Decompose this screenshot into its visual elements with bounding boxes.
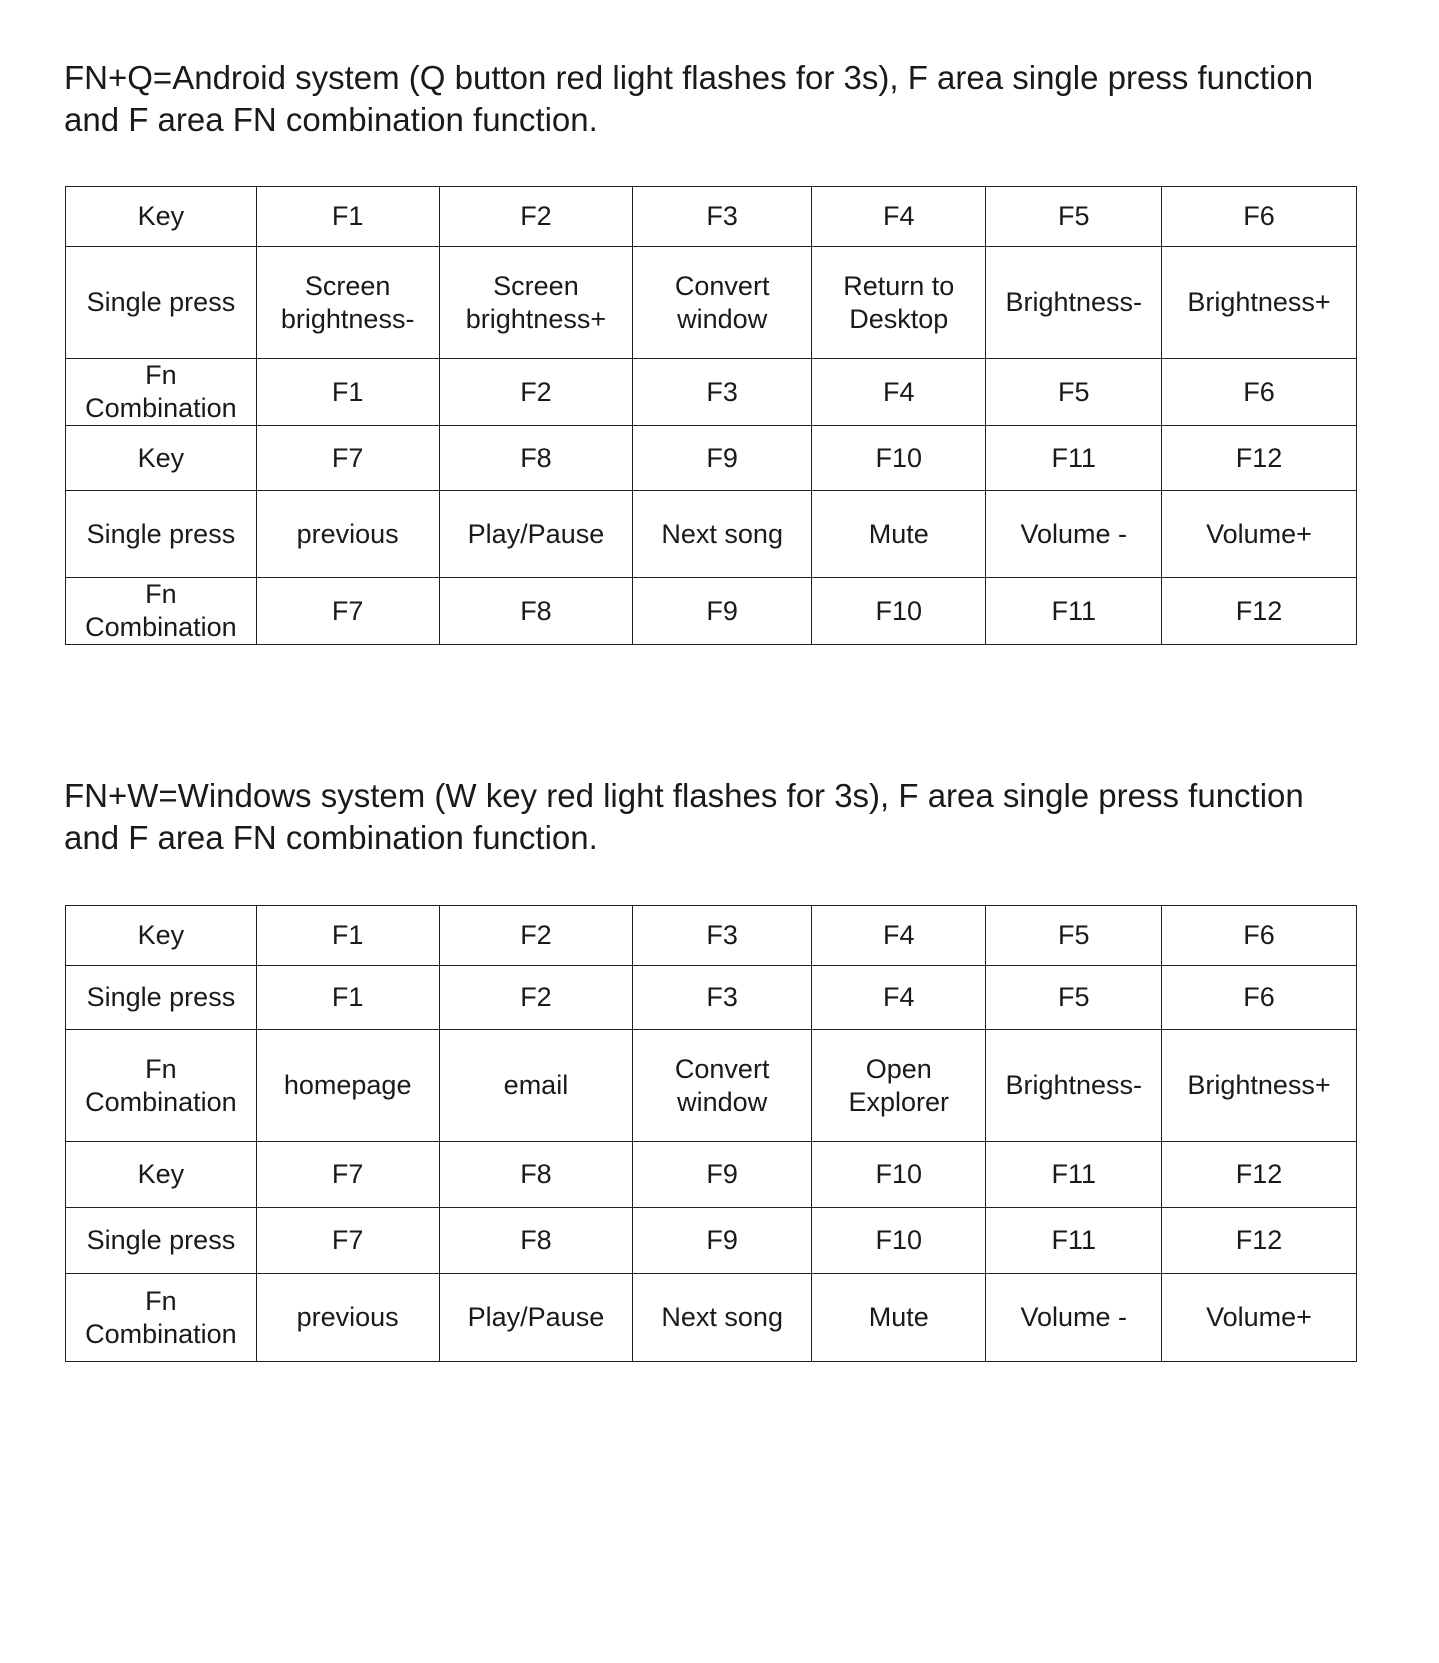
table-cell	[256, 491, 439, 578]
table-cell	[1162, 1030, 1357, 1142]
table-cell	[256, 966, 439, 1030]
row-header-cell	[66, 491, 257, 578]
table-cell	[439, 426, 633, 491]
cell-text: Desktop	[849, 303, 949, 334]
table-cell	[986, 966, 1162, 1030]
cell-text: F8	[520, 442, 552, 473]
table-cell	[986, 247, 1162, 359]
cell-text: F3	[706, 201, 738, 231]
cell-text: F4	[882, 982, 915, 1012]
table-cell	[811, 491, 986, 578]
cell-text: previous	[296, 1302, 399, 1332]
table-cell	[1162, 426, 1357, 491]
cell-text: Brightness-	[1005, 1070, 1143, 1100]
cell-text: F1	[331, 982, 364, 1012]
table-row	[66, 426, 1357, 491]
cell-text: Key	[137, 201, 185, 231]
cell-text: F11	[1051, 1159, 1097, 1189]
table-cell	[811, 1274, 986, 1362]
row-header-cell	[66, 1208, 257, 1274]
cell-text: F4	[882, 201, 915, 231]
cell-text: Play/Pause	[467, 1302, 605, 1332]
table-cell	[633, 426, 812, 491]
table-cell	[986, 906, 1162, 966]
cell-text: Single press	[86, 982, 236, 1012]
cell-text: F1	[331, 376, 364, 407]
table-cell	[1162, 187, 1357, 247]
row-header-cell	[66, 1142, 257, 1208]
cell-text: F3	[706, 376, 738, 407]
table-cell	[811, 1208, 986, 1274]
table-cell	[1162, 247, 1357, 359]
cell-text: Combination	[85, 612, 237, 642]
cell-text: Key	[137, 1159, 185, 1189]
cell-text: Volume+	[1206, 1302, 1312, 1332]
cell-text: F7	[331, 442, 364, 473]
table-cell	[439, 1208, 633, 1274]
table-cell	[1162, 966, 1357, 1030]
table-cell	[633, 1274, 812, 1362]
cell-text: brightness+	[465, 303, 607, 334]
table-cell	[256, 1030, 439, 1142]
table-cell	[811, 1030, 986, 1142]
table-cell	[1162, 359, 1357, 426]
cell-text: Mute	[868, 518, 929, 549]
cell-text: Mute	[868, 1302, 929, 1332]
table-row	[66, 187, 1357, 247]
table-cell	[633, 247, 812, 359]
windows-section-heading	[64, 775, 1404, 859]
cell-text: F2	[520, 982, 552, 1012]
cell-text: F4	[882, 376, 915, 407]
cell-text: Key	[137, 442, 185, 473]
cell-text: brightness-	[280, 303, 415, 334]
row-header-cell	[66, 187, 257, 247]
cell-text: Volume+	[1206, 518, 1312, 549]
table-cell	[633, 187, 812, 247]
cell-text: Convert	[674, 270, 770, 301]
table-cell	[439, 491, 633, 578]
table-row	[66, 906, 1357, 966]
table-cell	[986, 187, 1162, 247]
cell-text: F11	[1051, 1225, 1097, 1255]
table-cell	[256, 247, 439, 359]
cell-text: F6	[1243, 201, 1275, 231]
table-row	[66, 1030, 1357, 1142]
cell-text: Fn	[145, 579, 177, 609]
cell-text: F12	[1235, 595, 1283, 626]
table-cell	[439, 359, 633, 426]
row-header-cell	[66, 578, 257, 645]
cell-text: Next song	[661, 518, 783, 549]
table-cell	[439, 578, 633, 645]
cell-text: Fn	[145, 1053, 177, 1084]
row-header-cell	[66, 247, 257, 359]
heading-line: FN+Q=Android system (Q button red light flashes for 3s), F area single press function	[64, 59, 1314, 96]
row-header-cell	[66, 1030, 257, 1142]
table-cell	[439, 906, 633, 966]
table-cell	[439, 1030, 633, 1142]
cell-text: F10	[875, 442, 922, 473]
table-row	[66, 491, 1357, 578]
table-cell	[439, 1142, 633, 1208]
cell-text: F8	[520, 1159, 552, 1189]
cell-text: F4	[882, 920, 915, 950]
cell-text: F5	[1057, 982, 1090, 1012]
cell-text: F6	[1243, 920, 1275, 950]
table-cell	[986, 426, 1162, 491]
table-cell	[256, 578, 439, 645]
table-row	[66, 578, 1357, 645]
cell-text: F5	[1057, 201, 1090, 231]
table-cell	[986, 1030, 1162, 1142]
table-cell	[256, 359, 439, 426]
table-cell	[986, 359, 1162, 426]
table-cell	[439, 187, 633, 247]
cell-text: F6	[1243, 982, 1275, 1012]
cell-text: F2	[520, 376, 552, 407]
table-cell	[633, 906, 812, 966]
cell-text: Single press	[86, 287, 236, 317]
table-cell	[633, 1142, 812, 1208]
row-header-cell	[66, 1274, 257, 1362]
table-row	[66, 1142, 1357, 1208]
cell-text: F3	[706, 920, 738, 950]
cell-text: Brightness+	[1187, 1070, 1331, 1100]
cell-text: F7	[331, 595, 364, 626]
table-cell	[633, 1030, 812, 1142]
table-cell	[439, 247, 633, 359]
cell-text: Fn	[145, 1285, 177, 1316]
cell-text: F11	[1051, 595, 1097, 626]
cell-text: F10	[875, 1159, 922, 1189]
table-row	[66, 1208, 1357, 1274]
cell-text: window	[677, 1086, 768, 1117]
table-cell	[256, 1142, 439, 1208]
cell-text: F12	[1235, 1159, 1283, 1189]
table-cell	[811, 359, 986, 426]
cell-text: F8	[520, 595, 552, 626]
table-row	[66, 359, 1357, 426]
table-row	[66, 966, 1357, 1030]
cell-text: F8	[520, 1225, 552, 1255]
table-cell	[811, 426, 986, 491]
cell-text: F1	[331, 920, 364, 950]
cell-text: Single press	[86, 518, 236, 549]
table-cell	[986, 1274, 1162, 1362]
heading-line: and F area FN combination function.	[64, 101, 598, 138]
table-cell	[633, 1208, 812, 1274]
cell-text: F10	[875, 1225, 922, 1255]
table-cell	[811, 187, 986, 247]
cell-text: Fn	[145, 360, 177, 390]
cell-text: Volume -	[1020, 1302, 1128, 1332]
cell-text: F10	[875, 595, 922, 626]
android-function-key-table	[65, 186, 1357, 645]
table-cell	[986, 578, 1162, 645]
table-cell	[256, 426, 439, 491]
table-cell	[633, 491, 812, 578]
cell-text: Next song	[661, 1302, 783, 1332]
table-cell	[439, 1274, 633, 1362]
table-cell	[1162, 578, 1357, 645]
cell-text: F9	[706, 595, 738, 626]
row-header-cell	[66, 906, 257, 966]
cell-text: Key	[137, 920, 185, 950]
cell-text: previous	[296, 518, 399, 549]
cell-text: Combination	[85, 393, 237, 423]
cell-text: F5	[1057, 920, 1090, 950]
table-cell	[986, 491, 1162, 578]
table-cell	[1162, 906, 1357, 966]
cell-text: F5	[1057, 376, 1090, 407]
table-cell	[256, 187, 439, 247]
table-cell	[256, 1274, 439, 1362]
table-row	[66, 1274, 1357, 1362]
cell-text: Combination	[85, 1318, 237, 1349]
table-cell	[986, 1142, 1162, 1208]
cell-text: F7	[331, 1159, 364, 1189]
table-cell	[633, 578, 812, 645]
cell-text: F11	[1051, 442, 1097, 473]
cell-text: Screen	[493, 270, 579, 301]
table-row	[66, 247, 1357, 359]
cell-text: F12	[1235, 1225, 1283, 1255]
cell-text: Return to	[843, 270, 955, 301]
cell-text: Screen	[304, 270, 391, 301]
table-cell	[1162, 1274, 1357, 1362]
cell-text: F2	[520, 920, 552, 950]
cell-text: F2	[520, 201, 552, 231]
table-cell	[1162, 1208, 1357, 1274]
android-section-heading	[64, 57, 1404, 141]
cell-text: Combination	[85, 1086, 237, 1117]
cell-text: F9	[706, 442, 738, 473]
table-cell	[633, 359, 812, 426]
table-cell	[986, 1208, 1162, 1274]
cell-text: homepage	[283, 1070, 412, 1100]
cell-text: email	[503, 1070, 569, 1100]
table-cell	[1162, 491, 1357, 578]
cell-text: Explorer	[848, 1086, 949, 1117]
cell-text: Single press	[86, 1225, 236, 1255]
table-cell	[811, 247, 986, 359]
cell-text: F7	[331, 1225, 364, 1255]
cell-text: F3	[706, 982, 738, 1012]
cell-text: Play/Pause	[467, 518, 605, 549]
cell-text: Volume -	[1020, 518, 1128, 549]
table-cell	[256, 1208, 439, 1274]
cell-text: F9	[706, 1159, 738, 1189]
row-header-cell	[66, 426, 257, 491]
cell-text: F12	[1235, 442, 1283, 473]
cell-text: F9	[706, 1225, 738, 1255]
windows-function-key-table	[65, 905, 1357, 1362]
table-cell	[811, 578, 986, 645]
heading-line: FN+W=Windows system (W key red light flashes for 3s), F area single press function	[64, 777, 1304, 814]
cell-text: F1	[331, 201, 364, 231]
table-cell	[1162, 1142, 1357, 1208]
cell-text: Brightness-	[1005, 287, 1143, 317]
table-cell	[811, 906, 986, 966]
row-header-cell	[66, 359, 257, 426]
table-cell	[439, 966, 633, 1030]
table-cell	[633, 966, 812, 1030]
table-cell	[811, 966, 986, 1030]
row-header-cell	[66, 966, 257, 1030]
heading-line: and F area FN combination function.	[64, 819, 598, 856]
cell-text: Convert	[674, 1053, 770, 1084]
cell-text: window	[677, 303, 768, 334]
table-cell	[811, 1142, 986, 1208]
table-cell	[256, 906, 439, 966]
cell-text: Open	[865, 1053, 932, 1084]
cell-text: F6	[1243, 376, 1275, 407]
cell-text: Brightness+	[1187, 287, 1331, 317]
